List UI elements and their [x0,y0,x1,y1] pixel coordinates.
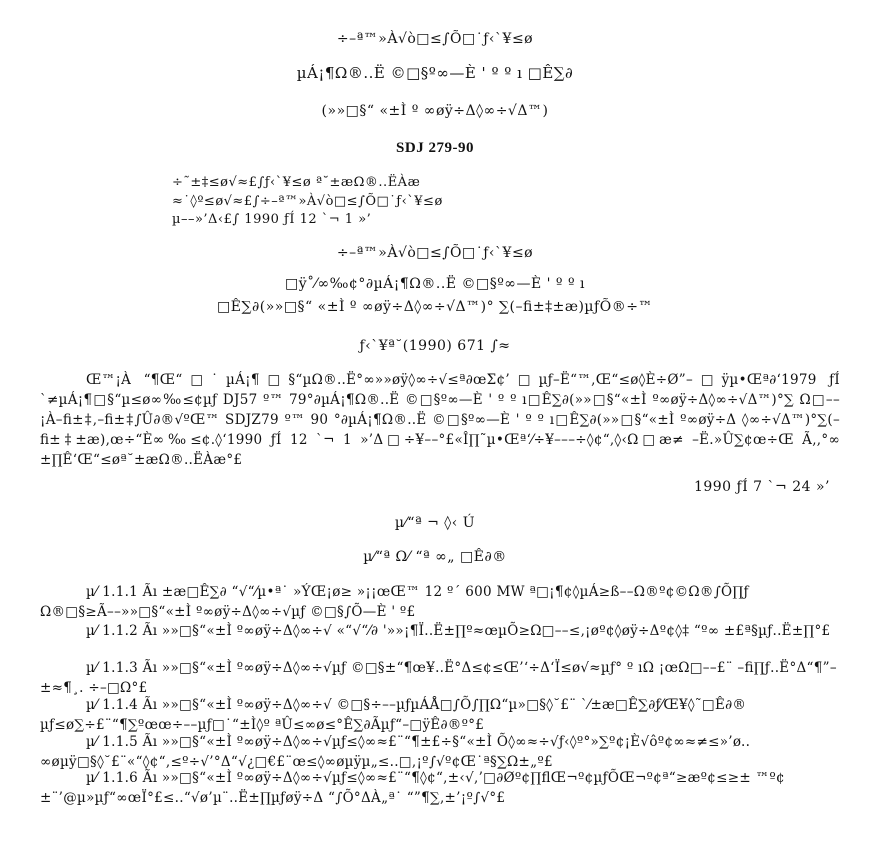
standard-code: SDJ 279-90 [396,140,474,156]
body-paragraph [40,370,840,470]
header-title: µÁ¡¶Ω®..Ë ©□§º∞—È ' º º ı □Ê∑∂ [296,64,574,82]
clause-text: µ⁄ 1.1.2 Ãı »»□§“«±Ì º∞øÿ÷Δ◊∞÷√ «“√“⁄∂ '»»¡¶Ï..Ë±∏º≈œµÕ≥Ω□––≤‚¡øº¢◊øÿ÷Δº¢◊‡ “º∞ ±£ª§µƒ..Ë±∏°£ [86,623,831,639]
clause-1-1-3 [40,658,840,698]
clause-1-1-5 [40,732,840,772]
approval-line-3: µ––»’Δ‹£∫ 1990 ƒÍ 12 `¬ 1 »’ [172,212,372,227]
header-ministry: ÷–ª™»À√ò□≤∫Õ□˙ƒ‹`¥≤ø [336,31,534,47]
chapter-title: µ⁄“ª ¬ ◊‹ Ú [394,515,476,531]
clause-text: µ⁄ 1.1.3 Ãı »»□§“«±Ì º∞øÿ÷Δ◊∞÷√µƒ ©□§±“¶œ¥..Ë°Δ≤¢≤Œ’‘÷Δ‘Ï≤ø√≈µƒ° º ıΩ ¡œΩ□––£¨ –ﬁ∏ƒ..Ë°Δ“¶”–±≈¶¸. ÷–□Ω°£ [40,660,837,696]
issuer-name: ÷–ª™»À√ò□≤∫Õ□˙ƒ‹`¥≤ø [336,245,534,261]
approval-line-1: ÷˜±‡≤ø√≈£∫ƒ‹`¥≤ø ª˘±æΩ®..ËÀæ [172,175,421,190]
clause-text: µ⁄ 1.1.1 Ãı ±æ□Ê∑∂ “√“⁄µ•ª˙ »ÝŒ¡ø≥ »¡¡œŒ™ 12 º´ 600 MW ª□¡¶¢◊µÁ≥ß––Ω®º¢©Ω®∫Õ∏ƒ Ω®□§≥Ã––»»□§“«±Ì º∞øÿ÷Δ◊∞÷√µƒ ©□§∫Õ—È ' º£ [40,584,749,620]
clause-text: µ⁄ 1.1.6 Ãı »»□§“«±Ì º∞øÿ÷Δ◊∞÷√µƒ≤◊∞≈£¨“¶◊¢“,±‹√,’□∂Øº¢∏ﬂŒ¬º¢µƒÕŒ¬º¢ª“≥æº¢≤≥± ™º¢±¨’@µ»µƒ“∞œÏ°£≤..“√ø’µ¨..Ë±∏µƒøÿ÷Δ “∫Õ°ΔÀ„ª˙ “”¶∑,±’¡º∫√°£ [40,770,785,806]
clause-1-1-4 [40,695,840,735]
clause-text: µ⁄ 1.1.5 Ãı »»□§“«±Ì º∞øÿ÷Δ◊∞÷√µƒ≤◊∞≈£¨“¶±£÷§“«±Ì Õ◊∞≈÷√ƒ‹◊º°»∑º¢¡È√ôº¢∞≈≠≤»’ø.. ∞øµÿ□§◊˘£¨«“◊¢“,≤º÷√’°Δ“√¿□€£¨œ≤◊∞øµÿµ„≤..□,¡º∫√º¢Œ˙ª§∑Ω±„º£ [40,734,751,770]
issue-date: 1990 ƒÍ 7 `¬ 24 »’ [693,479,830,495]
document-number: ƒ‹`¥ª˘(1990) 671 ∫≈ [359,338,511,354]
approval-line-2: ≈˙◊º≤ø√≈£∫÷–ª™»À√ò□≤∫Õ□˙ƒ‹`¥≤ø [172,194,443,209]
issuer-line-2: □ÿ˚⁄∞‰¢°∂µÁ¡¶Ω®..Ë ©□§º∞—È ' º º ı [285,276,585,292]
issuer-line-3: □Ê∑∂(»»□§“ «±Ì º ∞øÿ÷Δ◊∞÷√Δ™)° ∑(–ﬁ±‡±æ)µƒÕ®÷™ [217,299,653,315]
header-subtitle: (»»□§“ «±Ì º ∞øÿ÷Δ◊∞÷√Δ™) [321,103,549,119]
clause-1-1-1 [40,582,840,622]
clause-text: µ⁄ 1.1.4 Ãı »»□§“«±Ì º∞øÿ÷Δ◊∞÷√ ©□§÷––µƒµÁÅ□∫Õ∫∏Ω“µ»□§◊˘£¨ `⁄±æ□Ê∑∂ƒ⁄Œ¥◊˜□Ê∂® µƒ≤ø∑÷£¨“¶∑ºœœ÷––µƒ□˙“±Ì◊º ªÛ≤∞ø≤°Ê∑∂Ãµƒ“–□ÿÊ∂®º°£ [40,697,747,733]
body-paragraph-text: Œ™¡À “¶Œ“□˙µÁ¡¶□§“µΩ®..Ë°∞»»øÿ◊∞÷√≤ª∂œΣ¢’□µƒ–Ë“™,Œ“≤ø◊È÷Ø”–□ÿµ•Œª∂‘1979 ƒÍ `≠µÁ¡¶□§“µ≤ø∞‰≤¢µƒ DJ57 º™ 79°∂µÁ¡¶Ω®..Ë ©□§º∞—È ' º º ı□Ê∑∂(»»□§“«±Ì º∞øÿ÷Δ◊∞÷√Δ™)°∑ Ω□––¡À–ﬁ±‡,–ﬁ±‡∫Û∂®√ºŒ™ SDJZ79 º™ 90 °∂µÁ¡¶Ω®..Ë ©□§º∞—È ' º º ı□Ê∑∂(»»□§“«±Ì º∞øÿ÷Δ ◊∞÷√Δ™)°∑(–ﬁ±‡±æ),œ÷“È∞‰≤¢.◊‘1990 ƒÍ 12 `¬ 1 »’Δ□÷¥––°£«Î∏˜µ•Œª‘⁄÷¥–––÷◊¢“,◊‹Ω□æ≠ –Ë.»Û∑¢œ÷Œ Ã,,°∞ ±∏Ê‘Œ“≤øª˘±æΩ®..ËÀæ°£ [40,372,840,468]
section-title: µ⁄“ª Ω⁄ “ª ∞„ □Ê∂® [363,549,507,565]
clause-1-1-2 [40,621,840,641]
clause-1-1-6 [40,768,840,808]
